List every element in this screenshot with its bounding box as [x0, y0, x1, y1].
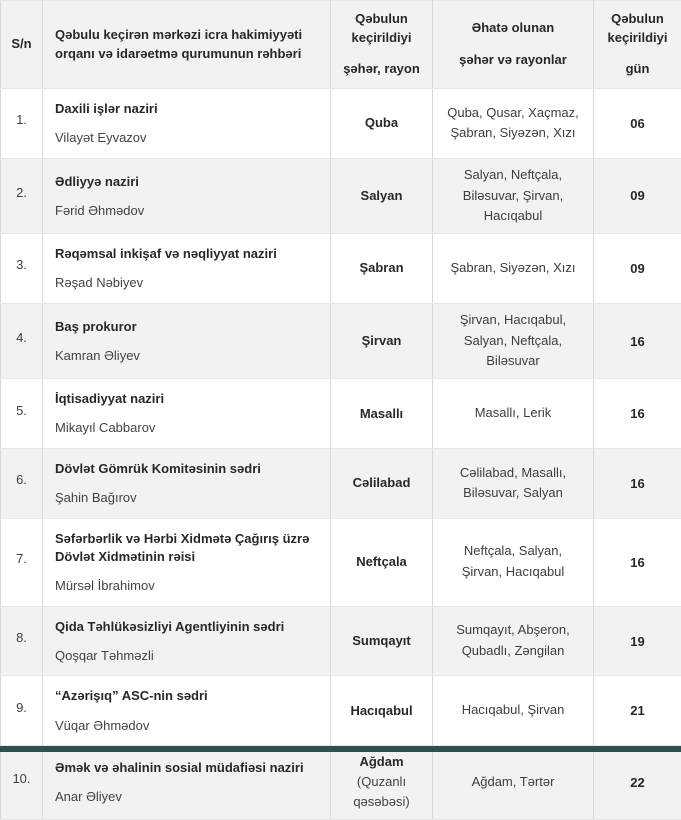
- table-row: [1, 518, 681, 606]
- row-number: 1.: [1, 89, 43, 159]
- table-row: [1, 746, 681, 819]
- official-title: “Azərişıq” ASC-nin sədri: [55, 687, 318, 705]
- leader-cell: [43, 234, 331, 304]
- reception-city: Hacıqabul: [350, 703, 412, 718]
- row-number: 3.: [1, 234, 43, 304]
- leader-cell: [43, 448, 331, 518]
- reception-city: Neftçala: [356, 554, 407, 569]
- table-row: [1, 158, 681, 233]
- leader-cell: [43, 303, 331, 378]
- reception-city-cell: [331, 379, 433, 449]
- reception-day-cell: 09: [594, 234, 681, 304]
- leader-cell: [43, 518, 331, 606]
- table-row: [1, 303, 681, 378]
- official-title: İqtisadiyyat naziri: [55, 390, 318, 408]
- col-header-covered-areas: [433, 1, 594, 89]
- reception-city: Salyan: [361, 188, 403, 203]
- table-row: [1, 379, 681, 449]
- reception-city: Ağdam: [359, 754, 403, 769]
- row-number: 8.: [1, 606, 43, 676]
- official-name: Vilayət Eyvazov: [55, 129, 318, 147]
- reception-city: Şirvan: [362, 333, 402, 348]
- official-name: Fərid Əhmədov: [55, 202, 318, 220]
- official-name: Qoşqar Təhməzli: [55, 647, 318, 665]
- leader-cell: [43, 158, 331, 233]
- official-title: Dövlət Gömrük Komitəsinin sədri: [55, 460, 318, 478]
- official-title: Səfərbərlik və Hərbi Xidmətə Çağırış üzrə Dövlət Xidmətinin rəisi: [55, 530, 318, 566]
- row-number: 4.: [1, 303, 43, 378]
- reception-city: Quba: [365, 115, 398, 130]
- reception-day-cell: 16: [594, 303, 681, 378]
- covered-areas-cell: Ağdam, Tərtər: [433, 746, 594, 819]
- reception-city: Şabran: [359, 260, 403, 275]
- table-header: [1, 1, 681, 89]
- official-title: Ədliyyə naziri: [55, 173, 318, 191]
- official-name: Kamran Əliyev: [55, 347, 318, 365]
- official-name: Mikayıl Cabbarov: [55, 419, 318, 437]
- col-header-covered-areas-line2: şəhər və rayonlar: [439, 51, 587, 70]
- covered-areas-cell: Sumqayıt, Abşeron, Qubadlı, Zəngilan: [433, 606, 594, 676]
- col-header-reception-day: [594, 1, 681, 89]
- col-header-sn: S/n: [1, 1, 43, 89]
- col-header-reception-day-line2: gün: [600, 60, 675, 79]
- reception-day-cell: 06: [594, 89, 681, 159]
- col-header-covered-areas-line1: Əhatə olunan: [439, 19, 587, 38]
- header-row: [1, 1, 681, 89]
- reception-city-cell: [331, 158, 433, 233]
- official-title: Qida Təhlükəsizliyi Agentliyinin sədri: [55, 618, 318, 636]
- table-row: [1, 89, 681, 159]
- row-number: 5.: [1, 379, 43, 449]
- covered-areas-cell: Şirvan, Hacıqabul, Salyan, Neftçala, Biləsuvar: [433, 303, 594, 378]
- reception-day-cell: 22: [594, 746, 681, 819]
- official-title: Əmək və əhalinin sosial müdafiəsi naziri: [55, 759, 318, 777]
- leader-cell: [43, 676, 331, 746]
- col-header-reception-city-line2: şəhər, rayon: [337, 60, 426, 79]
- table-row: [1, 448, 681, 518]
- covered-areas-cell: Quba, Qusar, Xaçmaz, Şabran, Siyəzən, Xızı: [433, 89, 594, 159]
- reception-city-cell: [331, 746, 433, 819]
- leader-cell: [43, 746, 331, 819]
- covered-areas-cell: Hacıqabul, Şirvan: [433, 676, 594, 746]
- reception-day-cell: 09: [594, 158, 681, 233]
- row-number: 7.: [1, 518, 43, 606]
- reception-city-cell: [331, 606, 433, 676]
- row-number: 6.: [1, 448, 43, 518]
- reception-day-cell: 19: [594, 606, 681, 676]
- covered-areas-cell: Neftçala, Salyan, Şirvan, Hacıqabul: [433, 518, 594, 606]
- leader-cell: [43, 379, 331, 449]
- covered-areas-cell: Salyan, Neftçala, Biləsuvar, Şirvan, Hacıqabul: [433, 158, 594, 233]
- table-row: [1, 676, 681, 746]
- reception-day-cell: 16: [594, 379, 681, 449]
- reception-city-cell: [331, 448, 433, 518]
- official-name: Mürsəl İbrahimov: [55, 577, 318, 595]
- official-name: Rəşad Nəbiyev: [55, 274, 318, 292]
- official-title: Rəqəmsal inkişaf və nəqliyyat naziri: [55, 245, 318, 263]
- official-name: Şahin Bağırov: [55, 489, 318, 507]
- reception-city-cell: [331, 518, 433, 606]
- reception-day-cell: 21: [594, 676, 681, 746]
- reception-day-cell: 16: [594, 518, 681, 606]
- official-name: Vüqar Əhmədov: [55, 717, 318, 735]
- reception-city: Cəlilabad: [353, 475, 411, 490]
- reception-city-cell: [331, 89, 433, 159]
- official-title: Baş prokuror: [55, 318, 318, 336]
- covered-areas-cell: Masallı, Lerik: [433, 379, 594, 449]
- row-number: 9.: [1, 676, 43, 746]
- reception-city: Masallı: [360, 406, 403, 421]
- reception-city: Sumqayıt: [352, 633, 411, 648]
- covered-areas-cell: Şabran, Siyəzən, Xızı: [433, 234, 594, 304]
- reception-city-cell: [331, 303, 433, 378]
- table-body: [1, 89, 681, 820]
- row-number: 2.: [1, 158, 43, 233]
- table-row: [1, 606, 681, 676]
- covered-areas-cell: Cəlilabad, Masallı, Biləsuvar, Salyan: [433, 448, 594, 518]
- official-name: Anar Əliyev: [55, 788, 318, 806]
- table-row: [1, 234, 681, 304]
- reception-day-cell: 16: [594, 448, 681, 518]
- bottom-bar: [0, 746, 681, 752]
- row-number: 10.: [1, 746, 43, 819]
- official-title: Daxili işlər naziri: [55, 100, 318, 118]
- col-header-reception-city: [331, 1, 433, 89]
- col-header-leader: Qəbulu keçirən mərkəzi icra hakimiyyəti orqanı və idarəetmə qurumunun rəhbəri: [43, 1, 331, 89]
- col-header-reception-day-line1: Qəbulun keçirildiyi: [600, 10, 675, 48]
- reception-city-note: (Quzanlı qəsəbəsi): [353, 774, 409, 809]
- leader-cell: [43, 89, 331, 159]
- reception-city-cell: [331, 676, 433, 746]
- leader-cell: [43, 606, 331, 676]
- col-header-reception-city-line1: Qəbulun keçirildiyi: [337, 10, 426, 48]
- reception-city-cell: [331, 234, 433, 304]
